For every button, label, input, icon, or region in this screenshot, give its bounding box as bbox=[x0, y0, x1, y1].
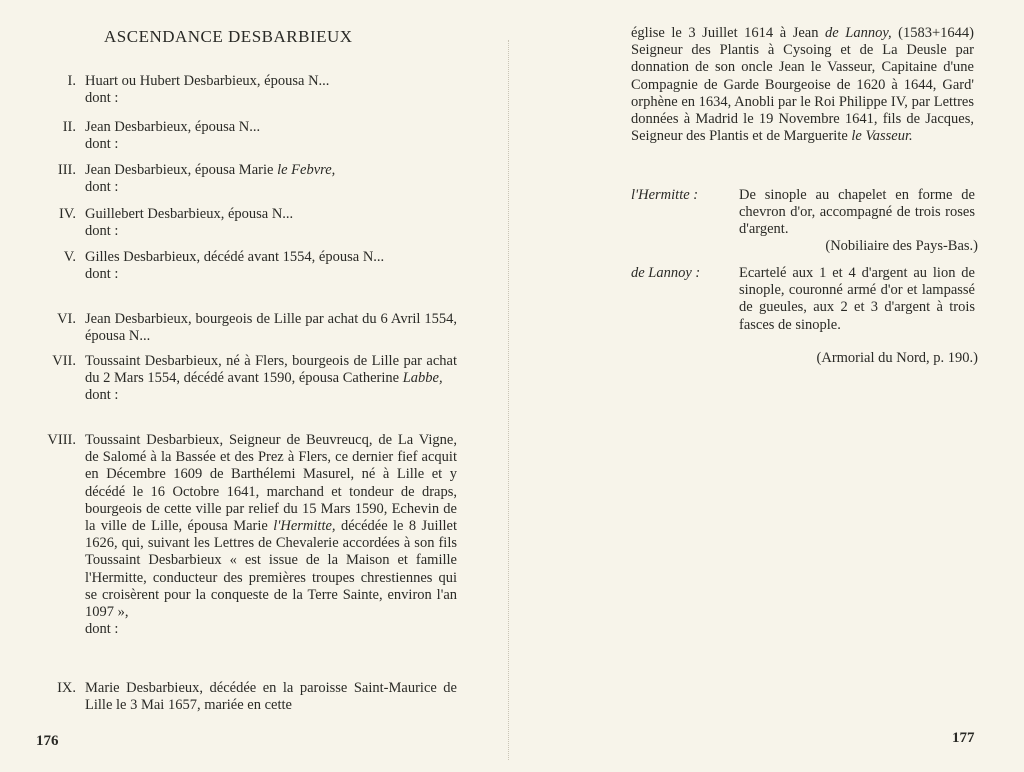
entry-number: VIII. bbox=[47, 432, 76, 448]
entry-number: I. bbox=[67, 73, 76, 89]
arms-blazon: Ecartelé aux 1 et 4 d'argent au lion de sinople, couronné armé d'or et lampassé de gueules, aux 2 et 3 d'argent à trois fasces de sinople. bbox=[739, 265, 975, 333]
entry-number: V. bbox=[63, 249, 76, 265]
arms-label: de Lannoy : bbox=[631, 265, 701, 281]
entry-text: Guillebert Desbarbieux, épousa N... dont : bbox=[85, 206, 294, 240]
entry-text: Jean Desbarbieux, bourgeois de Lille par achat du 6 Avril 1554, épousa N... bbox=[85, 311, 457, 345]
entry-text: Toussaint Desbarbieux, Seigneur de Beuvreucq, de La Vigne, de Salomé à la Bassée et des Prez à Flers, ce dernier fief acquit en Décembre 1609 de Barthélemi Masurel, né à Lille et y décédé le 16 Octobre 1641, marchand et tondeur de draps, bourgeois de cette ville par relief du 15 Mars 1590, Echevin de la ville de Lille, épousa Marie l'Hermitte, décédée le 8 Juillet 1626, qui, suivant les Lettres de Chevalerie accordées à son fils Toussaint Desbarbieux « est issue de la Maison et famille l'Hermitte, conducteur des premières troupes chrestiennes qui se croisèrent pour la conqueste de la Terre Sainte, environ l'an 1097 », dont : bbox=[85, 432, 457, 638]
entry-number: IV. bbox=[58, 206, 76, 222]
arms-source: (Armorial du Nord, p. 190.) bbox=[816, 350, 978, 366]
entry-number: II. bbox=[62, 119, 76, 135]
entry-number: VI. bbox=[57, 311, 76, 327]
entry-number: III. bbox=[57, 162, 76, 178]
continuation-text: église le 3 Juillet 1614 à Jean de Lannoy, (1583+1644) Seigneur des Plantis à Cysoing et de La Deusle par donnation de son oncle Jean le Vasseur, Capitaine d'une Compagnie de Garde Bourgeoise de 1620 à 1644, Gard' orphène en 1634, Anobli par le Roi Philippe IV, par Lettres données à Madrid le 19 Novembre 1641, fils de Jacques, Seigneur des Plantis et de Marguerite le Vasseur. bbox=[631, 25, 974, 145]
entry-text: Marie Desbarbieux, décédée en la paroisse Saint-Maurice de Lille le 3 Mai 1657, mariée en cette bbox=[85, 680, 457, 714]
entry-text: Jean Desbarbieux, épousa Marie le Febvre, dont : bbox=[85, 162, 336, 196]
left-page bbox=[0, 0, 510, 772]
arms-label: l'Hermitte : bbox=[631, 187, 699, 203]
entry-text: Jean Desbarbieux, épousa N... dont : bbox=[85, 119, 261, 153]
arms-blazon: De sinople au chapelet en forme de chevron d'or, accompagné de trois roses d'argent. bbox=[739, 187, 975, 238]
entry-number: IX. bbox=[57, 680, 76, 696]
entry-text: Huart ou Hubert Desbarbieux, épousa N... dont : bbox=[85, 73, 330, 107]
page-number-left: 176 bbox=[36, 733, 59, 749]
entry-text: Gilles Desbarbieux, décédé avant 1554, épousa N... dont : bbox=[85, 249, 385, 283]
page-number-right: 177 bbox=[952, 730, 975, 746]
entry-text: Toussaint Desbarbieux, né à Flers, bourgeois de Lille par achat du 2 Mars 1554, décédé avant 1590, épousa Catherine Labbe, dont : bbox=[85, 353, 457, 404]
entry-number: VII. bbox=[52, 353, 76, 369]
arms-source: (Nobiliaire des Pays-Bas.) bbox=[825, 238, 978, 254]
right-page bbox=[512, 0, 1024, 772]
page-gutter bbox=[508, 40, 511, 760]
page-title: ASCENDANCE DESBARBIEUX bbox=[104, 27, 353, 46]
